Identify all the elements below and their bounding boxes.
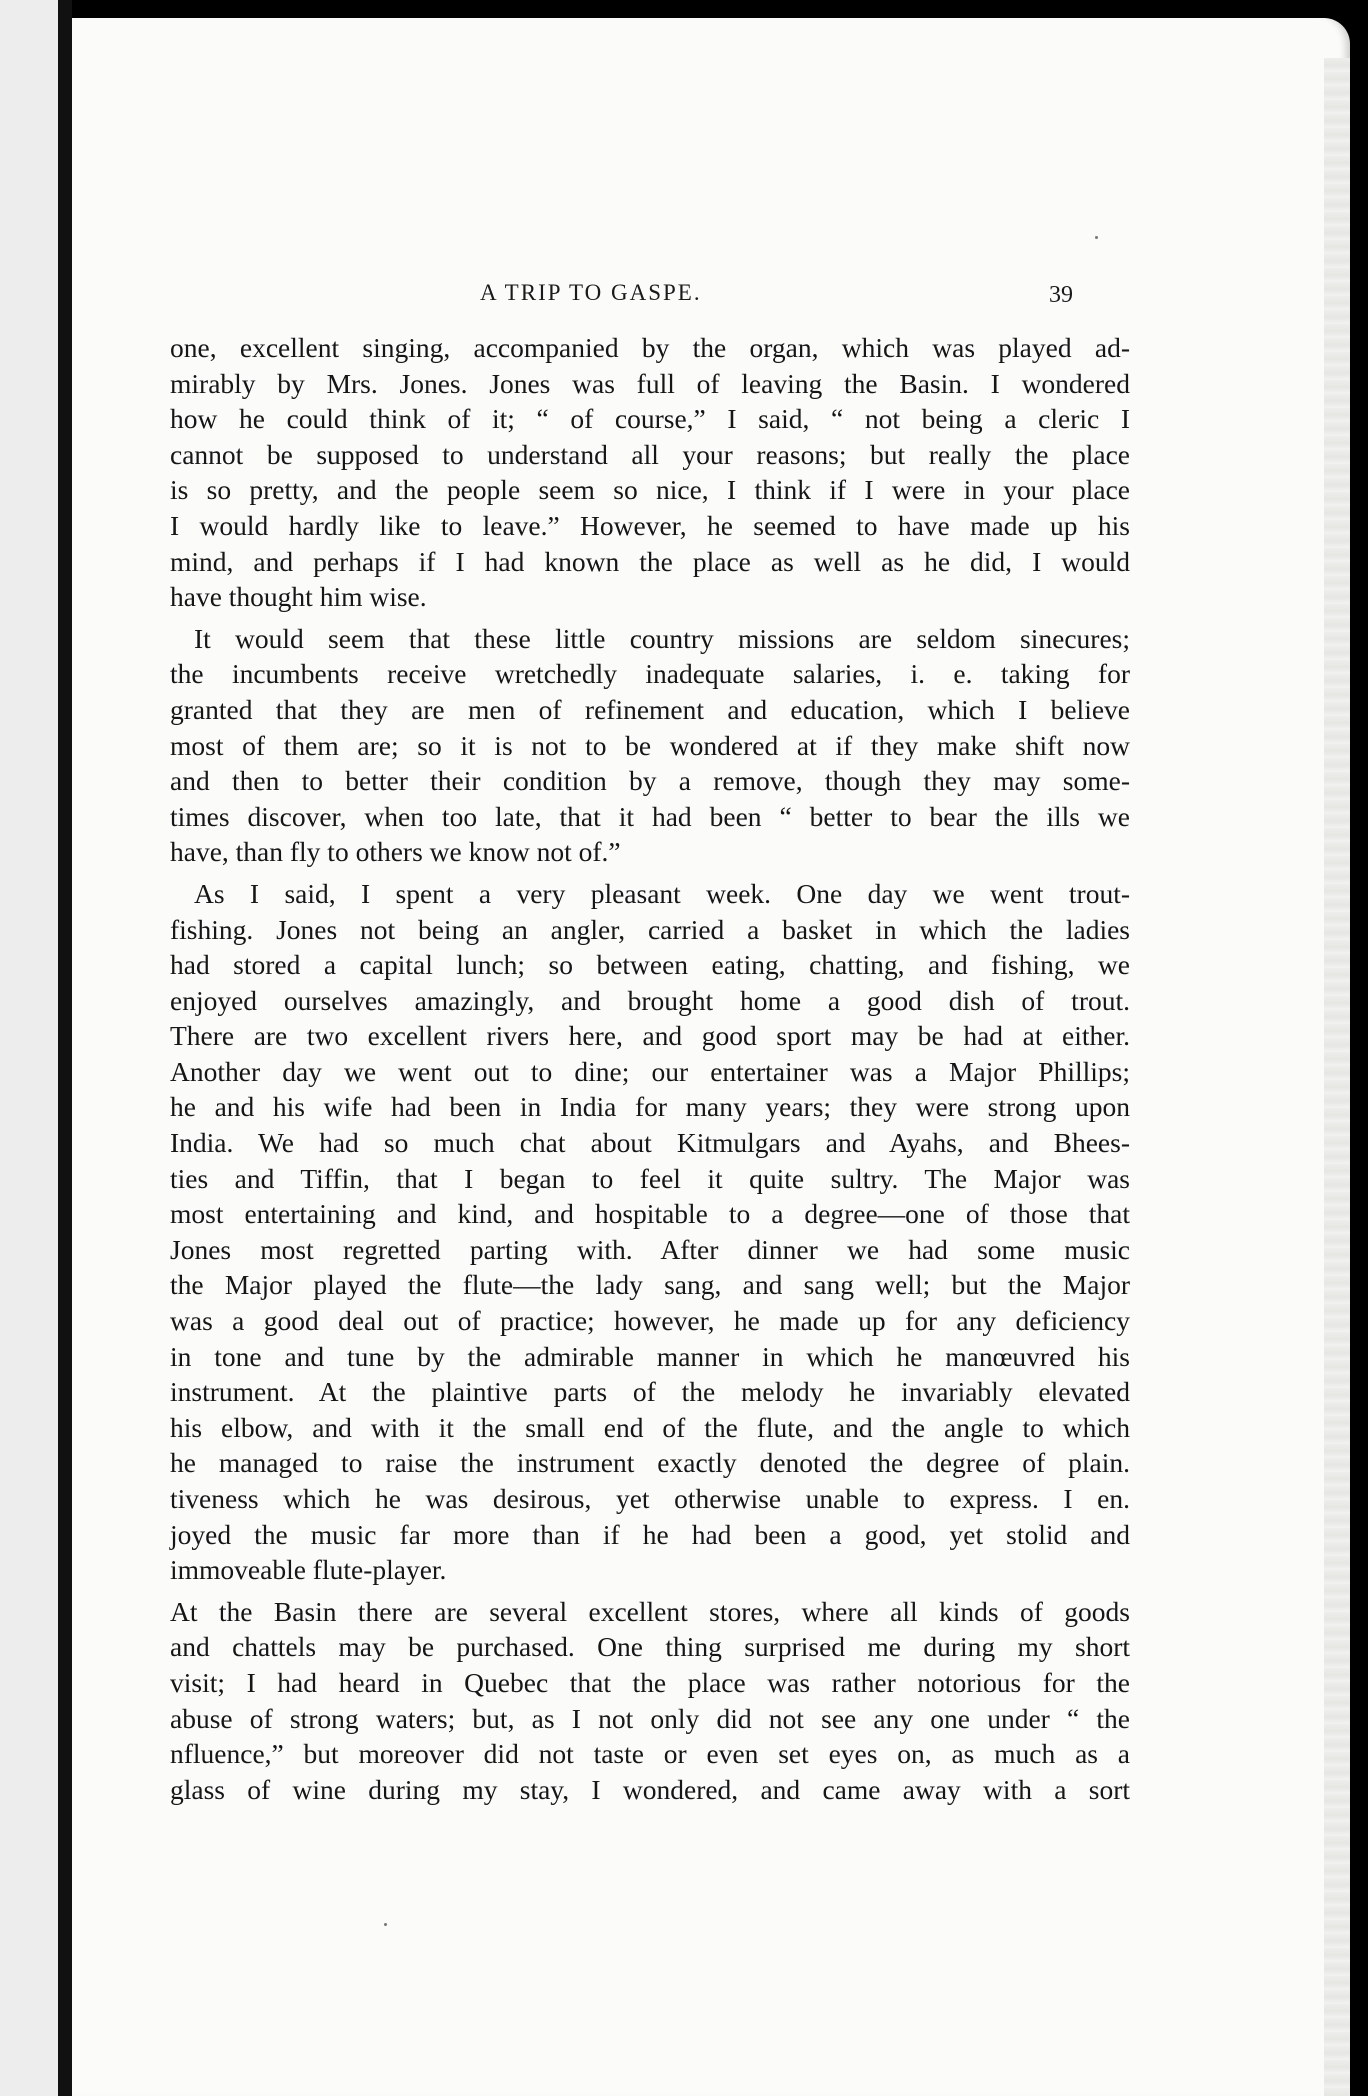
paper-speck bbox=[1095, 236, 1098, 239]
page-header bbox=[72, 280, 1350, 320]
text-line: enjoyed ourselves amazingly, and brought home a good dish of trout. bbox=[170, 984, 1130, 1016]
book-page bbox=[72, 18, 1350, 2096]
text-line: in tone and tune by the admirable manner in which he manœuvred his bbox=[170, 1340, 1130, 1372]
text-line: Jones most regretted parting with. After dinner we had some music bbox=[170, 1233, 1130, 1265]
facing-page-edge bbox=[0, 0, 58, 2096]
paragraph-1 bbox=[170, 330, 1130, 615]
book-gutter bbox=[58, 0, 72, 2096]
text-line: nfluence,” but moreover did not taste or even set eyes on, as much as a bbox=[170, 1738, 1130, 1770]
text-line: and chattels may be purchased. One thing surprised me during my short bbox=[170, 1631, 1130, 1663]
text-line: most entertaining and kind, and hospitable to a degree—one of those that bbox=[170, 1198, 1130, 1230]
text-line: the incumbents receive wretchedly inadequate salaries, i. e. taking for bbox=[170, 658, 1130, 690]
text-line: visit; I had heard in Quebec that the place was rather notorious for the bbox=[170, 1666, 1130, 1698]
text-line: is so pretty, and the people seem so nice, I think if I were in your place bbox=[170, 474, 1130, 506]
text-line: There are two excellent rivers here, and good sport may be had at either. bbox=[170, 1020, 1130, 1052]
running-head: A TRIP TO GASPE. bbox=[480, 280, 702, 305]
text-line: immoveable flute-player. bbox=[170, 1554, 447, 1586]
text-line: I would hardly like to leave.” However, he seemed to have made up his bbox=[170, 509, 1130, 541]
text-line: most of them are; so it is not to be wondered at if they make shift now bbox=[170, 729, 1130, 761]
text-line: instrument. At the plaintive parts of the melody he invariably elevated bbox=[170, 1376, 1130, 1408]
text-line: was a good deal out of practice; however, he made up for any deficiency bbox=[170, 1305, 1130, 1337]
text-line: granted that they are men of refinement and education, which I believe bbox=[170, 693, 1130, 725]
text-line: cannot be supposed to understand all your reasons; but really the place bbox=[170, 438, 1130, 470]
page-number: 39 bbox=[1049, 282, 1073, 308]
text-line: the Major played the flute—the lady sang, and sang well; but the Major bbox=[170, 1269, 1130, 1301]
text-line: he and his wife had been in India for many years; they were strong upon bbox=[170, 1091, 1130, 1123]
text-line: At the Basin there are several excellent stores, where all kinds of goods bbox=[170, 1595, 1130, 1627]
text-line: It would seem that these little country missions are seldom sinecures; bbox=[194, 622, 1130, 654]
text-line: his elbow, and with it the small end of the flute, and the angle to which bbox=[170, 1411, 1130, 1443]
text-line: tiveness which he was desirous, yet otherwise unable to express. I en. bbox=[170, 1483, 1130, 1514]
paragraph-3 bbox=[170, 876, 1130, 1588]
text-line: have thought him wise. bbox=[170, 581, 427, 613]
text-line: and then to better their condition by a remove, though they may some- bbox=[170, 765, 1130, 797]
paper-speck bbox=[384, 1923, 387, 1926]
text-line: one, excellent singing, accompanied by the organ, which was played ad- bbox=[170, 332, 1130, 363]
text-line: glass of wine during my stay, I wondered, and came away with a sort bbox=[170, 1773, 1130, 1805]
text-line: mirably by Mrs. Jones. Jones was full of leaving the Basin. I wondered bbox=[170, 367, 1130, 399]
text-line: he managed to raise the instrument exactly denoted the degree of plain. bbox=[170, 1447, 1130, 1479]
page-edge-wear bbox=[1324, 58, 1350, 2096]
text-line: abuse of strong waters; but, as I not only did not see any one under “ the bbox=[170, 1702, 1130, 1734]
text-line: have, than fly to others we know not of.” bbox=[170, 836, 621, 868]
text-line: mind, and perhaps if I had known the place as well as he did, I would bbox=[170, 545, 1130, 577]
text-line: Another day we went out to dine; our entertainer was a Major Phillips; bbox=[170, 1055, 1130, 1087]
text-line: ties and Tiffin, that I began to feel it quite sultry. The Major was bbox=[170, 1162, 1130, 1194]
text-line: how he could think of it; “ of course,” I said, “ not being a cleric I bbox=[170, 403, 1130, 435]
paragraph-2 bbox=[170, 621, 1130, 870]
body-text bbox=[170, 330, 1130, 1807]
paragraph-4 bbox=[170, 1594, 1130, 1808]
text-line: joyed the music far more than if he had been a good, yet stolid and bbox=[170, 1518, 1130, 1550]
text-line: times discover, when too late, that it had been “ better to bear the ills we bbox=[170, 800, 1130, 832]
text-line: had stored a capital lunch; so between eating, chatting, and fishing, we bbox=[170, 949, 1130, 981]
text-line: As I said, I spent a very pleasant week. One day we went trout- bbox=[194, 877, 1130, 909]
text-line: India. We had so much chat about Kitmulgars and Ayahs, and Bhees- bbox=[170, 1127, 1130, 1159]
text-line: fishing. Jones not being an angler, carried a basket in which the ladies bbox=[170, 913, 1130, 945]
